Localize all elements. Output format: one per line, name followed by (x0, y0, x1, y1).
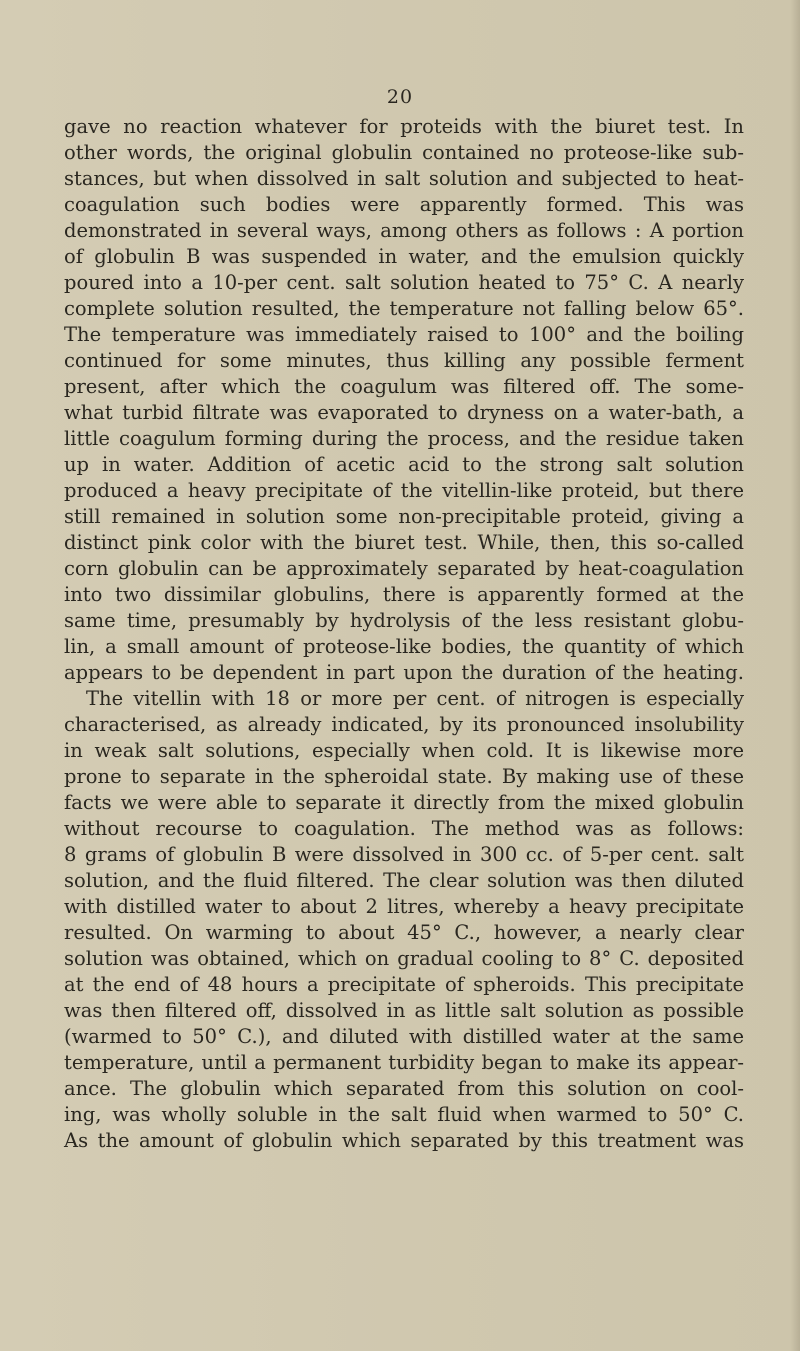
text-line: without recourse to coagulation. The method was as follows: (64, 817, 744, 840)
text-line: was then filtered off, dissolved in as little salt solution as possible (64, 999, 744, 1022)
text-line: coagulation such bodies were apparently formed. This was (64, 193, 744, 216)
text-line: what turbid filtrate was evaporated to dryness on a water-bath, a (64, 401, 744, 424)
text-line: lin, a small amount of proteose-like bodies, the quantity of which (64, 635, 744, 658)
text-line: The temperature was immediately raised to 100° and the boiling (64, 323, 744, 346)
text-line: appears to be dependent in part upon the duration of the heating. (64, 661, 744, 684)
text-line: characterised, as already indicated, by its pronounced insolubility (64, 713, 744, 736)
text-line: complete solution resulted, the temperature not falling below 65°. (64, 297, 744, 320)
text-line: stances, but when dissolved in salt solution and subjected to heat- (64, 167, 744, 190)
text-line: solution, and the fluid filtered. The clear solution was then diluted (64, 869, 744, 892)
body-text (64, 114, 744, 1154)
page-edge-shadow (790, 0, 800, 1351)
text-line: ance. The globulin which separated from this solution on cool- (64, 1077, 744, 1100)
text-line: (warmed to 50° C.), and diluted with distilled water at the same (64, 1025, 744, 1048)
text-line: prone to separate in the spheroidal state. By making use of these (64, 765, 744, 788)
text-line: produced a heavy precipitate of the vitellin-like proteid, but there (64, 479, 744, 502)
text-line: into two dissimilar globulins, there is apparently formed at the (64, 583, 744, 606)
text-line: temperature, until a permanent turbidity began to make its appear- (64, 1051, 744, 1074)
text-line: facts we were able to separate it directly from the mixed globulin (64, 791, 744, 814)
text-line: poured into a 10-per cent. salt solution heated to 75° C. A nearly (64, 271, 744, 294)
text-line: corn globulin can be approximately separated by heat-coagulation (64, 557, 744, 580)
text-line: solution was obtained, which on gradual cooling to 8° C. deposited (64, 947, 744, 970)
text-line: As the amount of globulin which separated by this treatment was (64, 1129, 744, 1152)
text-line: distinct pink color with the biuret test. While, then, this so-called (64, 531, 744, 554)
text-line: with distilled water to about 2 litres, whereby a heavy precipitate (64, 895, 744, 918)
text-line: up in water. Addition of acetic acid to the strong salt solution (64, 453, 744, 476)
text-line: resulted. On warming to about 45° C., however, a nearly clear (64, 921, 744, 944)
text-line: of globulin B was suspended in water, and the emulsion quickly (64, 245, 744, 268)
text-line: continued for some minutes, thus killing any possible ferment (64, 349, 744, 372)
text-line: in weak salt solutions, especially when cold. It is likewise more (64, 739, 744, 762)
text-line: still remained in solution some non-precipitable proteid, giving a (64, 505, 744, 528)
text-line: The vitellin with 18 or more per cent. of nitrogen is especially (86, 687, 744, 710)
text-line: ing, was wholly soluble in the salt fluid when warmed to 50° C. (64, 1103, 744, 1126)
text-line: at the end of 48 hours a precipitate of spheroids. This precipitate (64, 973, 744, 996)
text-line: little coagulum forming during the process, and the residue taken (64, 427, 744, 450)
text-line: gave no reaction whatever for proteids with the biuret test. In (64, 115, 744, 138)
page-number: 20 (386, 86, 414, 108)
text-line: same time, presumably by hydrolysis of the less resistant globu- (64, 609, 744, 632)
text-line: other words, the original globulin contained no proteose-like sub- (64, 141, 744, 164)
text-line: present, after which the coagulum was filtered off. The some- (64, 375, 744, 398)
text-line: demonstrated in several ways, among others as follows : A portion (64, 219, 744, 242)
text-line: 8 grams of globulin B were dissolved in 300 cc. of 5-per cent. salt (64, 843, 744, 866)
